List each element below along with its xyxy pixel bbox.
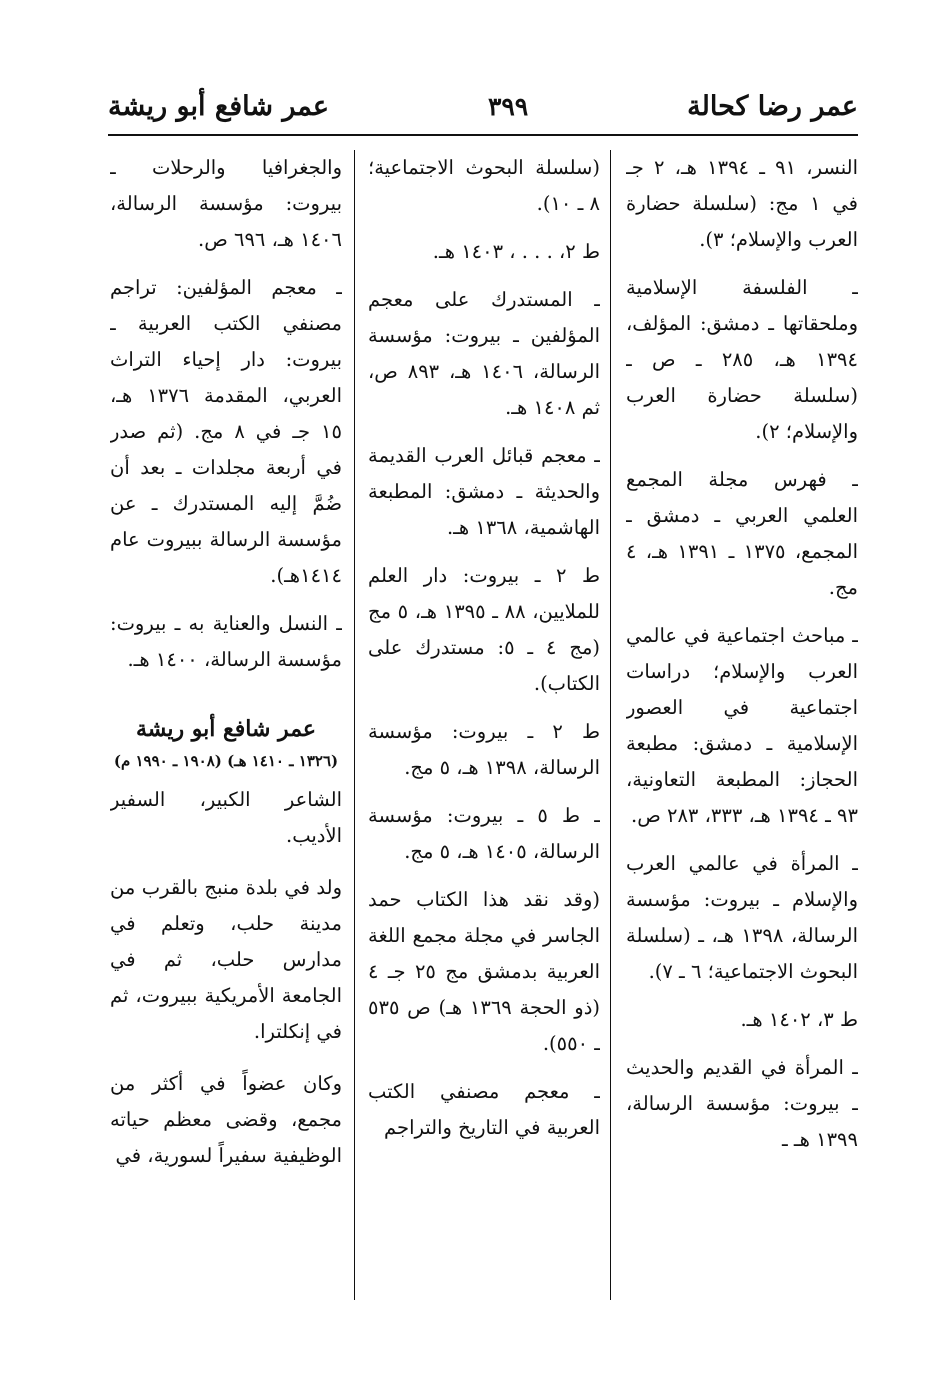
- column-middle: [368, 150, 600, 1310]
- column-left: [110, 150, 342, 1310]
- header-rule: [108, 134, 858, 136]
- running-head-left-author: عمر شافع أبو ريشة: [108, 90, 330, 122]
- bibliography-entry: (سلسلة البحوث الاجتماعية؛ ٨ ـ ١٠).: [368, 156, 600, 215]
- bibliography-entry: ـ ط ٥ ـ بيروت: مؤسسة الرسالة، ١٤٠٥ هـ، ٥ مج.: [368, 804, 600, 863]
- bibliography-entry: والجغرافيا والرحلات ـ بيروت: مؤسسة الرسالة، ١٤٠٦ هـ، ٦٩٦ ص.: [110, 156, 342, 251]
- bibliography-entry: ـ المرأة في القديم والحديث ـ بيروت: مؤسسة الرسالة، ١٣٩٩ هـ ـ: [626, 1056, 858, 1151]
- bibliography-entry: ـ معجم المؤلفين: تراجم مصنفي الكتب العربية ـ بيروت: دار إحياء التراث العربي، المقدمة ١٣٧٦ هـ، ١٥ جـ في ٨ مج. (ثم صدر في أربعة مجلدات ـ بعد أن ضُمَّ إليه المستدرك ـ عن مؤسسة الرسالة ببيروت عام ١٤١٤هـ).: [110, 276, 342, 587]
- running-head-right-author: عمر رضا كحالة: [687, 90, 858, 122]
- bibliography-entry: ـ فهرس مجلة المجمع العلمي العربي ـ دمشق ـ المجمع، ١٣٧٥ ـ ١٣٩١ هـ، ٤ مج.: [626, 468, 858, 599]
- page-header: [108, 84, 858, 128]
- bibliography-entry: ـ معجم مصنفي الكتب العربية في التاريخ والتراجم: [368, 1080, 600, 1139]
- bibliography-entry: ط ٢ ـ بيروت: دار العلم للملايين، ٨٨ ـ ١٣٩٥ هـ، ٥ مج (مج ٤ ـ ٥: مستدرك على الكتاب).: [368, 564, 600, 695]
- biography-paragraph: ولد في بلدة منبج بالقرب من مدينة حلب، وتعلم في مدارس حلب، ثم في الجامعة الأمريكية ببيروت، ثم في إنكلترا.: [110, 876, 342, 1043]
- biography-paragraph: الشاعر الكبير، السفير الأديب.: [110, 788, 342, 847]
- bibliography-entry: (وقد نقد هذا الكتاب حمد الجاسر في مجلة مجمع اللغة العربية بدمشق مج ٢٥ جـ ٤ (ذو الحجة ١٣٦٩ هـ) ص ٥٣٥ ـ ٥٥٠).: [368, 888, 600, 1055]
- column-divider: [610, 150, 611, 1300]
- bibliography-entry: ط ٢ ـ بيروت: مؤسسة الرسالة، ١٣٩٨ هـ، ٥ مج.: [368, 720, 600, 779]
- bibliography-entry: ـ المستدرك على معجم المؤلفين ـ بيروت: مؤسسة الرسالة، ١٤٠٦ هـ، ٨٩٣ ص، ثم ١٤٠٨ هـ.: [368, 288, 600, 419]
- bibliography-entry: ـ المرأة في عالمي العرب والإسلام ـ بيروت: مؤسسة الرسالة، ١٣٩٨ هـ، ـ (سلسلة البحوث الاجتماعية؛ ٦ ـ ٧).: [626, 852, 858, 983]
- bibliography-entry: ـ الفلسفة الإسلامية وملحقاتها ـ دمشق: المؤلف، ١٣٩٤ هـ، ٢٨٥ ـ ص ـ (سلسلة حضارة العرب والإسلام؛ ٢).: [626, 276, 858, 443]
- column-right: [626, 150, 858, 1310]
- biography-dates: (١٣٢٦ ـ ١٤١٠ هـ) (١٩٠٨ ـ ١٩٩٠ م): [113, 752, 339, 770]
- bibliography-entry: ط ٣، ١٤٠٢ هـ.: [740, 1008, 858, 1031]
- bibliography-entry: ط ٢، . . . ، ١٤٠٣ هـ.: [432, 240, 600, 263]
- bibliography-entry: النسر، ٩١ ـ ١٣٩٤ هـ، ٢ جـ في ١ مج: (سلسلة حضارة العرب والإسلام؛ ٣).: [626, 156, 858, 251]
- bibliography-entry: ـ معجم قبائل العرب القديمة والحديثة ـ دمشق: المطبعة الهاشمية، ١٣٦٨ هـ.: [368, 444, 600, 539]
- bibliography-entry: ـ النسل والعناية به ـ بيروت: مؤسسة الرسالة، ١٤٠٠ هـ.: [110, 612, 342, 671]
- biography-paragraph: وكان عضواً في أكثر من مجمع، وقضى معظم حياته الوظيفية سفيراً لسورية، في: [110, 1072, 342, 1167]
- biography-title: عمر شافع أبو ريشة: [135, 716, 317, 742]
- column-divider: [354, 150, 355, 1300]
- page-number: ٣٩٩: [487, 91, 529, 121]
- bibliography-entry: ـ مباحث اجتماعية في عالمي العرب والإسلام؛ دراسات اجتماعية في العصور الإسلامية ـ دمشق: مطبعة الحجاز: المطبعة التعاونية، ٩٣ ـ ١٣٩٤ هـ، ٣٣٣، ٢٨٣ ص.: [626, 624, 858, 827]
